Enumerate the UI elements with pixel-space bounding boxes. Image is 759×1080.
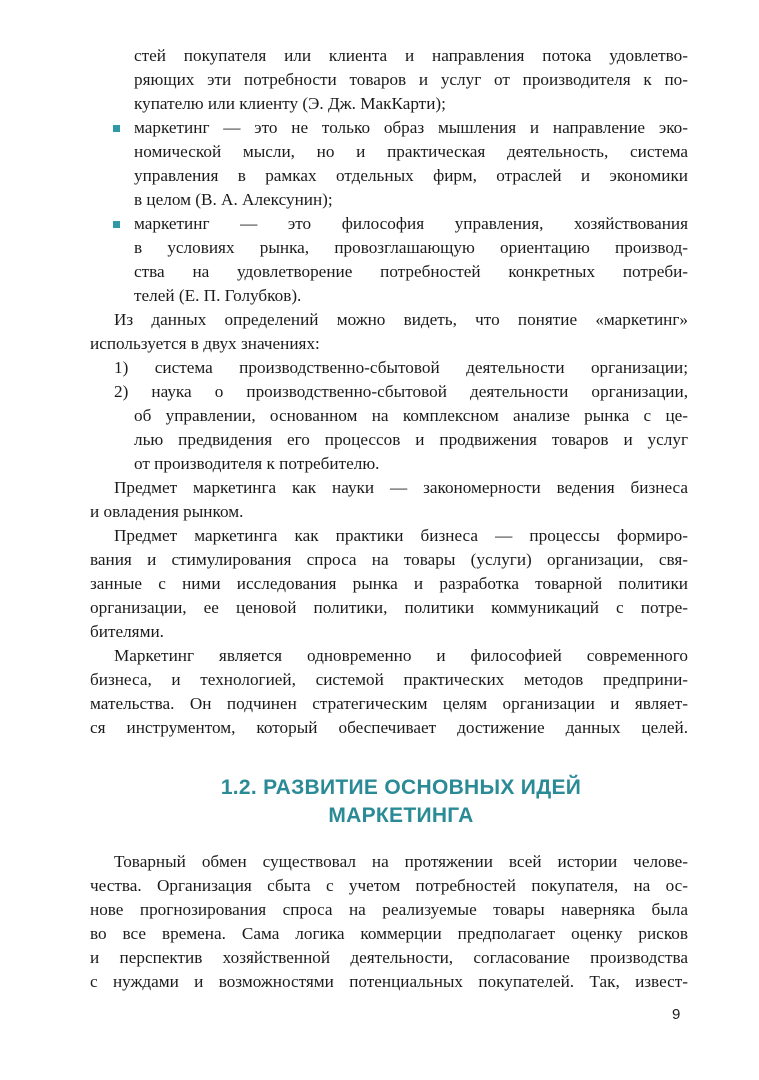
section-heading-line-1: 1.2. РАЗВИТИЕ ОСНОВНЫХ ИДЕЙ [220,776,582,799]
text-line: и перспектив хозяйственной деятельности, согласование производства [90,948,688,967]
text-line: маркетинг — это философия управления, хозяйствования [134,214,688,233]
text-line: занные с ними исследования рынка и разработка товарной политики [90,574,688,593]
text-line: телей (Е. П. Голубков). [134,286,302,305]
text-line: Товарный обмен существовал на протяжении всей истории челове- [114,852,688,871]
text-line: в целом (В. А. Алексунин); [134,190,333,209]
text-line: купателю или клиенту (Э. Дж. МакКарти); [134,94,446,113]
list-item-1: 1) система производственно-сбытовой деятельности организации; [114,358,688,377]
text-line: управления в рамках отдельных фирм, отраслей и экономики [134,166,688,185]
text-line: нове прогнозирования спроса на реализуемые товары наверняка была [90,900,688,919]
text-line: мательства. Он подчинен стратегическим целям организации и являет- [90,694,688,713]
text-line: и овладения рынком. [90,502,244,521]
text-line: ряющих эти потребности товаров и услуг от производителя к по- [134,70,688,89]
text-line: в условиях рынка, провозглашающую ориентацию производ- [134,238,688,257]
text-line: лью предвидения его процессов и продвижения товаров и услуг [134,430,688,449]
text-line: маркетинг — это не только образ мышления и направление эко- [134,118,688,137]
text-line: вания и стимулирования спроса на товары (услуги) организации, свя- [90,550,688,569]
section-heading-line-2: МАРКЕТИНГА [328,804,474,827]
text-line: Маркетинг является одновременно и философией современного [114,646,688,665]
text-line: стей покупателя или клиента и направления потока удовлетво- [134,46,688,65]
text-line: чества. Организация сбыта с учетом потребностей покупателя, на ос- [90,876,688,895]
text-line: бителями. [90,622,164,641]
list-item-2: 2) наука о производственно-сбытовой деятельности организации, [114,382,688,401]
text-line: от производителя к потребителю. [134,454,380,473]
text-line: бизнеса, и технологией, системой практических методов предприни- [90,670,688,689]
text-line: организации, ее ценовой политики, политики коммуникаций с потре- [90,598,688,617]
bullet-marker [113,221,120,228]
page-number: 9 [672,1006,681,1023]
text-line: Предмет маркетинга как практики бизнеса — процессы формиро- [114,526,688,545]
text-line: с нуждами и возможностями потенциальных покупателей. Так, извест- [90,972,688,991]
text-line: используется в двух значениях: [90,334,320,353]
text-line: во все времена. Сама логика коммерции предполагает оценку рисков [90,924,688,943]
bullet-marker [113,125,120,132]
text-line: ства на удовлетворение потребностей конкретных потреби- [134,262,688,281]
text-line: ся инструментом, который обеспечивает достижение данных целей. [90,718,688,737]
text-line: номической мысли, но и практическая деятельность, система [134,142,688,161]
text-line: Из данных определений можно видеть, что понятие «маркетинг» [114,310,688,329]
text-line: об управлении, основанном на комплексном анализе рынка с це- [134,406,688,425]
text-line: Предмет маркетинга как науки — закономерности ведения бизнеса [114,478,688,497]
